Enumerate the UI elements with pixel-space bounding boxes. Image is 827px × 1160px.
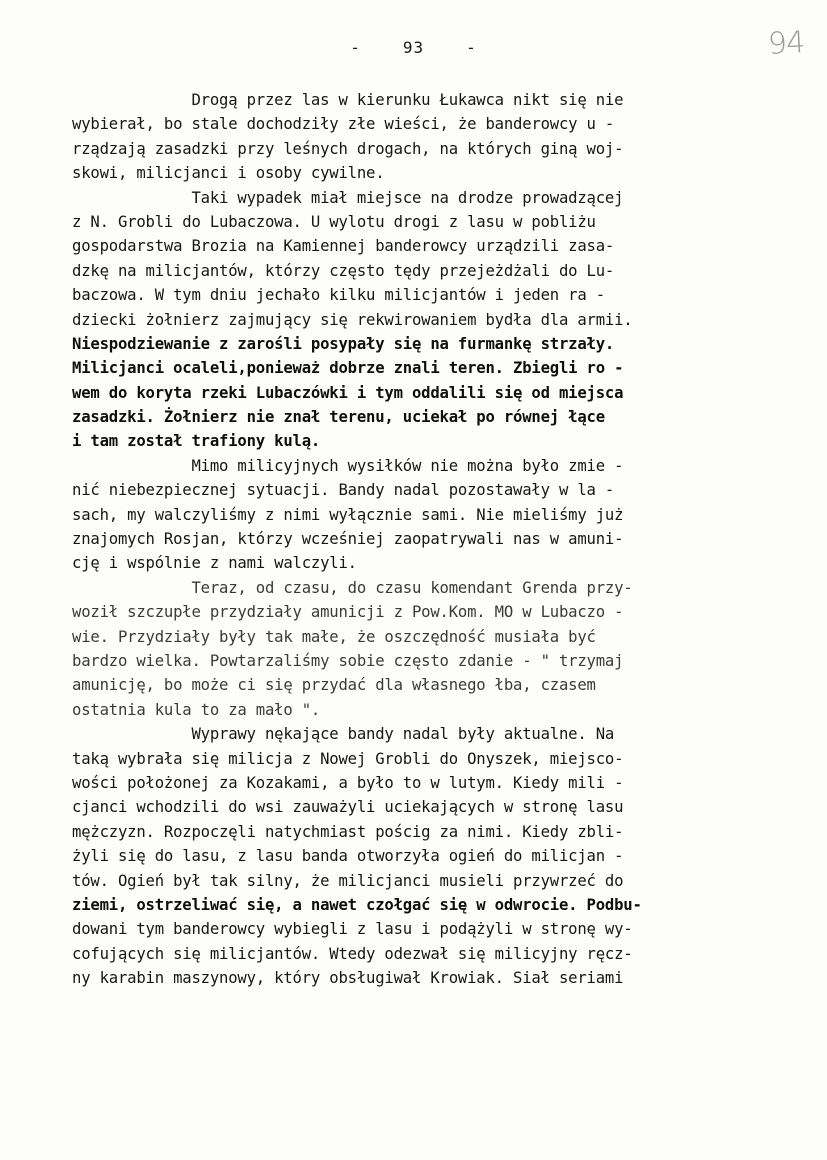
text-line: woził szczupłe przydziały amunicji z Pow.Kom. MO w Lubaczo -: [72, 603, 624, 622]
text-line: ziemi, ostrzeliwać się, a nawet czołgać się w odwrocie. Podbu-: [72, 895, 642, 914]
text-line: cjanci wchodzili do wsi zauważyli uciekających w stronę lasu: [72, 798, 624, 817]
text-line: Drogą przez las w kierunku Łukawca nikt się nie: [72, 91, 624, 109]
text-line: taką wybrała się milicja z Nowej Grobli do Onyszek, miejsco-: [72, 749, 624, 768]
text-line: wości położonej za Kozakami, a było to w lutym. Kiedy mili -: [72, 773, 624, 792]
page-body-text: [72, 88, 772, 990]
text-line: dzkę na milicjantów, którzy często tędy przejeżdżali do Lu-: [72, 261, 615, 280]
text-line: Niespodziewanie z zarośli posypały się na furmankę strzały.: [72, 334, 615, 353]
text-line: wie. Przydziały były tak małe, że oszczędność musiała być: [72, 627, 596, 646]
text-line: Milicjanci ocaleli,ponieważ dobrze znali teren. Zbiegli ro -: [72, 359, 624, 378]
dash-left: -: [350, 38, 361, 57]
text-line: Mimo milicyjnych wysiłków nie można było zmie -: [72, 456, 624, 475]
dash-right: -: [466, 38, 477, 57]
page-number: 93: [402, 38, 425, 57]
text-line: cofujących się milicjantów. Wtedy odezwał się milicyjny ręcz-: [72, 944, 633, 963]
text-line: ny karabin maszynowy, który obsługiwał Krowiak. Siał seriami: [72, 969, 624, 988]
text-line: i tam został trafiony kulą.: [72, 432, 321, 451]
text-line: Taki wypadek miał miejsce na drodze prowadzącej: [72, 188, 624, 207]
text-line: rządzają zasadzki przy leśnych drogach, na których giną woj-: [72, 139, 624, 158]
text-line: Wyprawy nękające bandy nadal były aktualne. Na: [72, 725, 615, 744]
text-line: dziecki żołnierz zajmujący się rekwirowaniem bydła dla armii.: [72, 310, 633, 329]
text-line: wybierał, bo stale dochodziły złe wieści, że banderowcy u -: [72, 115, 615, 134]
text-line: bardzo wielka. Powtarzaliśmy sobie często zdanie - " trzymaj: [72, 651, 624, 670]
text-line: żyli się do lasu, z lasu banda otworzyła ogień do milicjan -: [72, 847, 624, 866]
text-line: znajomych Rosjan, którzy wcześniej zaopatrywali nas w amuni-: [72, 530, 624, 549]
text-line: z N. Grobli do Lubaczowa. U wylotu drogi z lasu w pobliżu: [72, 212, 596, 231]
text-line: mężczyzn. Rozpoczęli natychmiast pościg za nimi. Kiedy zbli-: [72, 822, 624, 841]
text-line: baczowa. W tym dniu jechało kilku milicjantów i jeden ra -: [72, 286, 605, 305]
handwritten-page-number: 94: [767, 25, 806, 62]
text-line: tów. Ogień był tak silny, że milicjanci musieli przywrzeć do: [72, 871, 624, 890]
text-line: nić niebezpiecznej sytuacji. Bandy nadal pozostawały w la -: [72, 481, 615, 500]
text-line: Teraz, od czasu, do czasu komendant Grenda przy-: [72, 578, 633, 597]
text-line: zasadzki. Żołnierz nie znał terenu, uciekał po równej łące: [72, 408, 605, 427]
text-line: cję i wspólnie z nami walczyli.: [72, 554, 357, 573]
text-line: wem do koryta rzeki Lubaczówki i tym oddalili się od miejsca: [72, 383, 624, 402]
text-line: skowi, milicjanci i osoby cywilne.: [72, 164, 385, 183]
text-line: sach, my walczyliśmy z nimi wyłącznie sami. Nie mieliśmy już: [72, 505, 624, 524]
text-line: amunicję, bo może ci się przydać dla własnego łba, czasem: [72, 676, 596, 695]
page-number-header: [0, 38, 827, 57]
text-line: ostatnia kula to za mało ".: [72, 700, 321, 719]
text-line: gospodarstwa Brozia na Kamiennej banderowcy urządzili zasa-: [72, 237, 615, 256]
text-line: dowani tym banderowcy wybiegli z lasu i podążyli w stronę wy-: [72, 920, 633, 939]
